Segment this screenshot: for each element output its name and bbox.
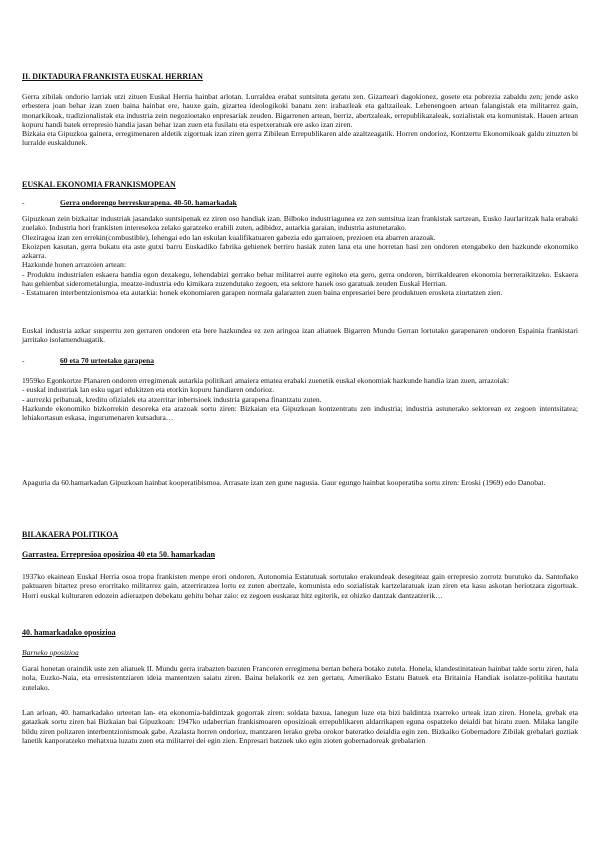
politics-section-1-body: 1937ko ekainean Euskal Herria osoa tropa frankisten menpe erori ondoren, Autonomia Estatutuak sortutako erakundeak desegiteaz gain errepresio zorrotz burutuko da. Santoñako paktuaren bitartez preso erorritako militarrez gain, atzerriratzea lortu ez zuten abertzale, komunista edo sozialistak kartzelaratuak izan ziren eta kasu askotan heriotzara zigortuak. Horri euskal kulturaren edozein adierazpen debekatu gehitu behar zaio: ez zegoen euskaraz hitz egiterik, ez ohizko dantzak dantzatzerik… [22, 572, 578, 600]
intro-paragraph: Bizkaia eta Gipuzkoa gainera, erregimenaren aldetik zigortuak izan ziren gerra Zibilean Errepublikaren alde azaltzeagatik. Horren ondorioz, Kontzertu Ekonomikoak galdu zituzten bi lurralde euskaldunek. [22, 129, 578, 148]
economy-subheading-1 [22, 198, 237, 207]
economy-section-1-closing: Euskal industria azkar susperrtu zen gerraren ondoren eta bere hazkundea ez zen aringoa izan aliatuek Bigarren Mundu Gerran lortutako garapenaren ondoren Espainia frankistari jarritako isolamenduagatik. [22, 326, 578, 345]
politics-heading: BILAKAERA POLITIKOA [22, 530, 119, 539]
politics-paragraph-1: Garai honetan oraindik uste zen aliatuek II. Mundu gerra irabazten bazuten Francoren erregimena bertan behera botako zutela. Honela, klandestinitatean hainbat talde sortu ziren, hala nola, Euzko-Naia, eta erresistentziaren ideia mantentzen saiatu ziren. Baina helakorik ez zen gertatu, Amerikako Estatu Batuek eta Britainia Handiak isolatze-politika hautatu zutelako. [22, 664, 578, 692]
body-paragraph: Ekoizpen kasutan, gerra bukatu eta aste gutxi barru Euskadiko fabrika gehienek berriro hasiak zuten lana eta une horretan hasi zen ondoren etengabeko den hazkunde ekonomiko azkarra. [22, 241, 578, 261]
bullet-dash: - [22, 356, 25, 365]
body-paragraph: Hazkunde ekonomiko bizkorrekin desoreka eta arazoak sortu ziren: Bizkaian eta Gipuzkoan kontzentratu zen industria; industria astunerako sektorean ez zegoen intentsitatea; lehiakortasun eskasa, ingurumenaren kutsadura… [22, 403, 578, 423]
body-paragraph: - euskal industriak lan esku ugari edukitzen eta etorkin kopuru handiaren ondorioz. [22, 385, 275, 395]
economy-section-2-closing: Apaguria da 60.hamarkadan Gipuzkoan hainbat kooperatibismoa. Arrasate izan zen gune nagusia. Gaur egungo hainbat kooperatiba sortu ziren: Eroski (1969) edo Danobat. [22, 478, 546, 487]
economy-section-2-body [22, 376, 578, 422]
body-paragraph: Oleziragoa izan zen errekin(combustible), lehengai edo lan eskulan kualifikatuaren gabezia edo garraioen, prezioen eta abarren arazoak. [22, 232, 436, 242]
economy-subheading-2 [22, 356, 154, 365]
internal-opposition-label: Barneko oposizioa [22, 648, 79, 657]
intro-paragraph: Gerra zibilak ondorio larriak utzi zituen Euskal Herria hainbat arlotan. Lurraldea erabat suntsituta geratu zen. Gizarteari dagokionez, gosete eta pobrezia zabaldu zen; jende asko erbestera joan behar izan zuen baina hainbat ere, hauxe gain, gizartea ideologikoki banatu zen: irabazleak eta galtzaileak. Lehenengoen artean falangistak eta militarrez gain, monarkikoak, tradizionalistak eta industria zein negozioetako enpresariak zeuden. Bigarrenen artean, berriz, abertzaleak, errepublikazaleak, sozialistak eta komunistak. Hauen artean kopuru handi batek errepresio handia jasan behar izan zuen eta fusilatu eta espetxeratuak ere asko izan ziren. [22, 92, 578, 129]
document-title: II. DIKTADURA FRANKISTA EUSKAL HERRIAN [22, 72, 203, 81]
politics-paragraph-2: Lan arloan, 40. hamarkadako urteetan lan- eta ekonomia-baldintzak gogorrak ziren: soldata baxua, lanegun luze eta bizi baldintza txarreko urteak izan ziren. Honela, grebak eta gatazkak sortu ziren bai Bizkaian bai Gipuzkoan: 1947ko udaberrian frankismoaren oposizioak errepublikaren aldarrikapen eguna ospatzeko deialdi bat hiratu zuen. Milaka langile bildu ziren polizaren interbentzionismoak gabe. Azalasta horren ondorioz, mantzaren lerako greba orokor bateratko deialdia egin zen. Bizkaiko Gobernadore Zibilak grebalari guztiak lanetik kanporatzeko mehatxua luzatu zuen eta militarrei dei egin zien. Enpresari batzuek uko egin zioten gobernadoreak grebalarien [22, 708, 578, 745]
subheading-label: 60 eta 70 urteetako garapena [60, 356, 155, 365]
bullet-dash: - [22, 198, 25, 207]
subheading-label: Gerra ondorengo berreskurapena. 40-50. hamarkadak [60, 198, 237, 207]
intro-section [22, 92, 578, 148]
body-paragraph: - aurrezki pribatuak, kreditu ofizialek eta atzerritar inbertsioek industria garapena finantzatu zuten. [22, 394, 322, 404]
body-paragraph: - Estatuaren interbentzionismoa eta autarkia: honek ekonomiaren garapen normala galarazten zuen baina enpresariei bere produktuen erosketa ziurtatzen zien. [22, 288, 503, 298]
economy-section-1-body [22, 214, 578, 298]
body-paragraph: 1959ko Egonkortze Planaren ondoren erregimenak autarkia politikari amaiera ematea erabaki zuenetik euskal ekonomiak hazkunde handia izan zuen, arrazoiak: [22, 376, 510, 385]
body-paragraph: - Produktu industrialen eskaera handia egon dezakegu, lehendabizi gerrako behar militarrei aurre egiteko eta gero, gerra ondoren, birrikaldearen ekonomia berreraikitzeko. Eskaera hau gehienbat siderometalurgia, meatze-industria edo kimikara zuzendutako zegoen, eta sektore hauek oso garatuak zeuden Euskal Herrian. [22, 269, 578, 289]
politics-subheading-2: 40. hamarkadako oposizioa [22, 628, 116, 637]
politics-subheading-1: Garrastea. Errepresioa oposizioa 40 eta 50. hamarkadan [22, 550, 216, 559]
body-paragraph: Gipuzkoan zein bizkaitar industriak jasandako suntsipenak ez ziren oso handiak izan. Bilboko industriagunea ez zen suntsitua izan frankistak sartzean, Eusko Jaurlaritzak hala erabaki zuelako. Industria hori frankisten interesekoa zelako garatzeko erabili zuten, adibidez, autarkia garaian, industria astunetarako. [22, 214, 578, 233]
body-paragraph: Hazkunde honen arrazoien artean: [22, 260, 126, 270]
economy-heading: EUSKAL EKONOMIA FRANKISMOPEAN [22, 180, 176, 189]
